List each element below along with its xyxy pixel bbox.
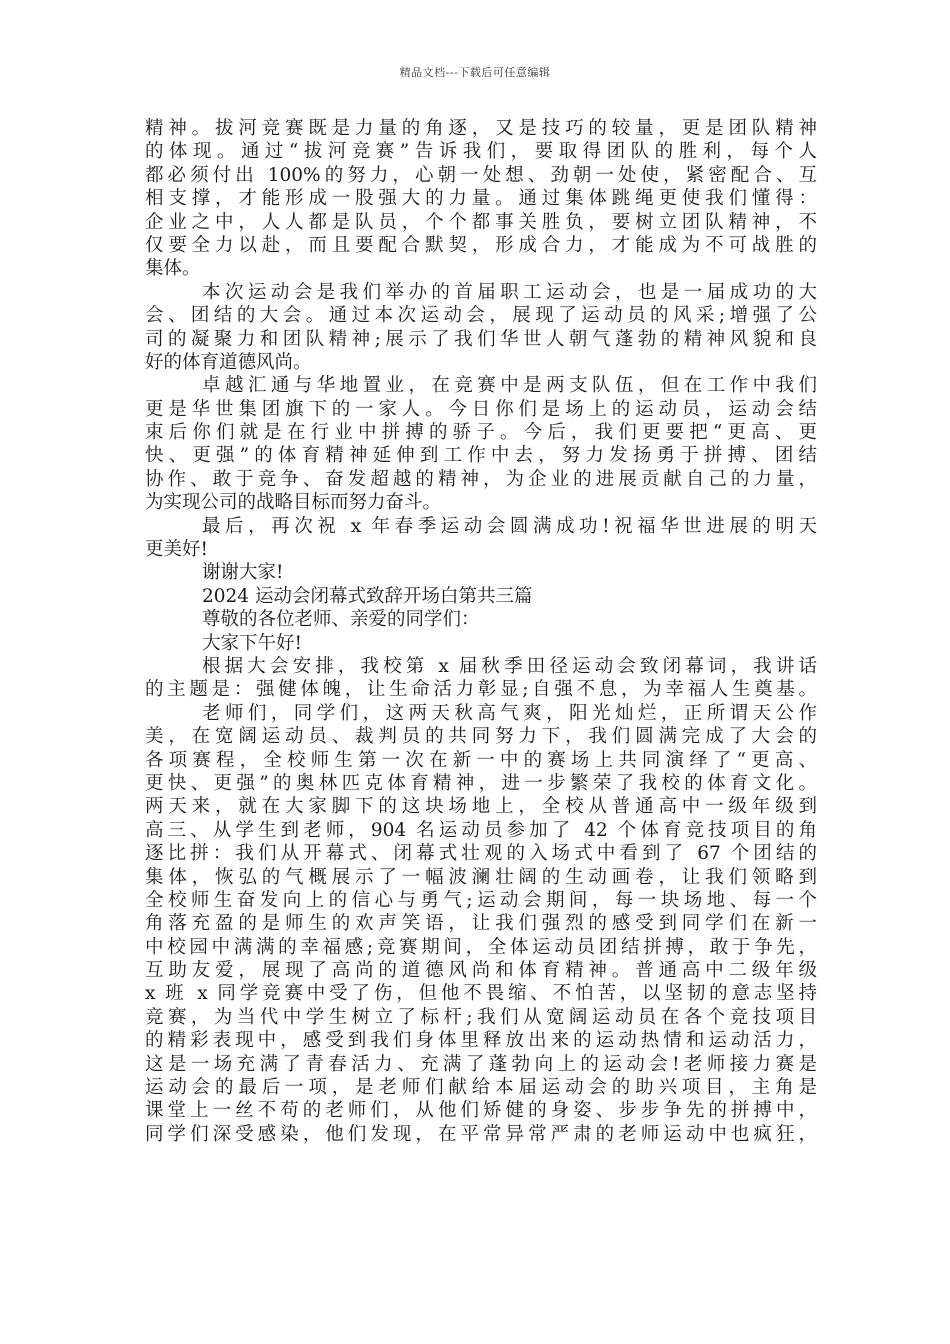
text-line: 的主题是：强健体魄，让生命活力彰显;自强不息，为幸福人生奠基。 [145, 679, 817, 701]
text-line: x 班 x 同学竞赛中受了伤，但他不畏缩、不怕苦，以坚韧的意志坚持 [145, 983, 817, 1005]
text-line: 老师们，同学们，这两天秋高气爽，阳光灿烂，正所谓天公作 [202, 702, 817, 724]
text-line: 根据大会安排，我校第 x 届秋季田径运动会致闭幕词，我讲话 [202, 655, 817, 677]
page-header: 精品文档---下载后可任意编辑 [399, 66, 551, 79]
text-line: 为实现公司的战略目标而努力奋斗。 [145, 492, 442, 514]
text-line: 好的体育道德风尚。 [145, 351, 312, 373]
text-line: 司的凝聚力和团队精神;展示了我们华世人朝气蓬勃的精神风貌和良 [145, 328, 817, 350]
text-line: 课堂上一丝不苟的老师们，从他们矫健的身姿、步步争先的拼搏中， [145, 1100, 817, 1122]
text-line: 两天来，就在大家脚下的这块场地上，全校从普通高中一级年级到 [145, 796, 817, 818]
text-line: 都必须付出 100%的努力，心朝一处想、劲朝一处使，紧密配合、互 [145, 164, 817, 186]
text-line: 大家下午好! [202, 632, 302, 654]
text-line: 的精彩表现中，感受到我们身体里释放出来的运动热情和运动活力， [145, 1030, 817, 1052]
text-line: 集体。 [145, 258, 201, 280]
text-line: 的体现。通过“拔河竞赛”告诉我们，要取得团队的胜利，每个人 [145, 141, 817, 163]
text-line: 谢谢大家! [202, 562, 284, 584]
text-line: 仅要全力以赴，而且要配合默契，形成合力，才能成为不可战胜的 [145, 234, 817, 256]
text-line: 角落充盈的是师生的欢声笑语，让我们强烈的感受到同学们在新一 [145, 913, 817, 935]
text-line: 协作、敢于竞争、奋发超越的精神，为企业的进展贡献自己的力量， [145, 468, 817, 490]
text-line: 更是华世集团旗下的一家人。今日你们是场上的运动员，运动会结 [145, 398, 817, 420]
text-line: 美，在宽阔运动员、裁判员的共同努力下，我们圆满完成了大会的 [145, 726, 817, 748]
text-line: 中校园中满满的幸福感;竞赛期间，全体运动员团结拼搏，敢于争先， [145, 936, 817, 958]
text-line: 会、团结的大会。通过本次运动会，展现了运动员的风采;增强了公 [145, 305, 817, 327]
text-line: 2024 运动会闭幕式致辞开场白第共三篇 [202, 585, 533, 607]
text-line: 企业之中，人人都是队员，个个都事关胜负，要树立团队精神，不 [145, 211, 817, 233]
text-line: 这是一场充满了青春活力、充满了蓬勃向上的运动会!老师接力赛是 [145, 1053, 817, 1075]
text-line: 相支撑，才能形成一股强大的力量。通过集体跳绳更使我们懂得： [145, 188, 817, 210]
text-line: 全校师生奋发向上的信心与勇气;运动会期间，每一块场地、每一个 [145, 889, 817, 911]
text-line: 更美好! [145, 539, 208, 561]
text-line: 尊敬的各位老师、亲爱的同学们： [202, 609, 480, 631]
text-line: 本次运动会是我们举办的首届职工运动会，也是一届成功的大 [202, 281, 817, 303]
text-line: 卓越汇通与华地置业，在竞赛中是两支队伍，但在工作中我们 [202, 375, 817, 397]
text-line: 最后，再次祝 x 年春季运动会圆满成功!祝福华世进展的明天 [202, 515, 817, 537]
text-line: 运动会的最后一项，是老师们献给本届运动会的助兴项目，主角是 [145, 1077, 817, 1099]
text-line: 快、更强”的体育精神延伸到工作中去，努力发扬勇于拼搏、团结 [145, 445, 817, 467]
text-line: 高三、从学生到老师，904 名运动员参加了 42 个体育竞技项目的角 [145, 819, 817, 841]
text-line: 同学们深受感染，他们发现，在平常异常严肃的老师运动中也疯狂， [145, 1123, 817, 1145]
text-line: 各项赛程，全校师生第一次在新一中的赛场上共同演绎了“更高、 [145, 749, 817, 771]
text-line: 互助友爱，展现了高尚的道德风尚和体育精神。普通高中二级年级 [145, 960, 817, 982]
text-line: 束后你们就是在行业中拼搏的骄子。今后，我们更要把“更高、更 [145, 422, 817, 444]
document-body [145, 117, 817, 1146]
text-line: 集体，恢弘的气概展示了一幅波澜壮阔的生动画卷，让我们领略到 [145, 866, 817, 888]
text-line: 精神。拔河竞赛既是力量的角逐，又是技巧的较量，更是团队精神 [145, 118, 817, 139]
text-line: 竞赛，为当代中学生树立了标杆;我们从宽阔运动员在各个竞技项目 [145, 1006, 817, 1028]
text-line: 逐比拼：我们从开幕式、闭幕式壮观的入场式中看到了 67 个团结的 [145, 843, 817, 865]
text-line: 更快、更强”的奥林匹克体育精神，进一步繁荣了我校的体育文化。 [145, 772, 817, 794]
